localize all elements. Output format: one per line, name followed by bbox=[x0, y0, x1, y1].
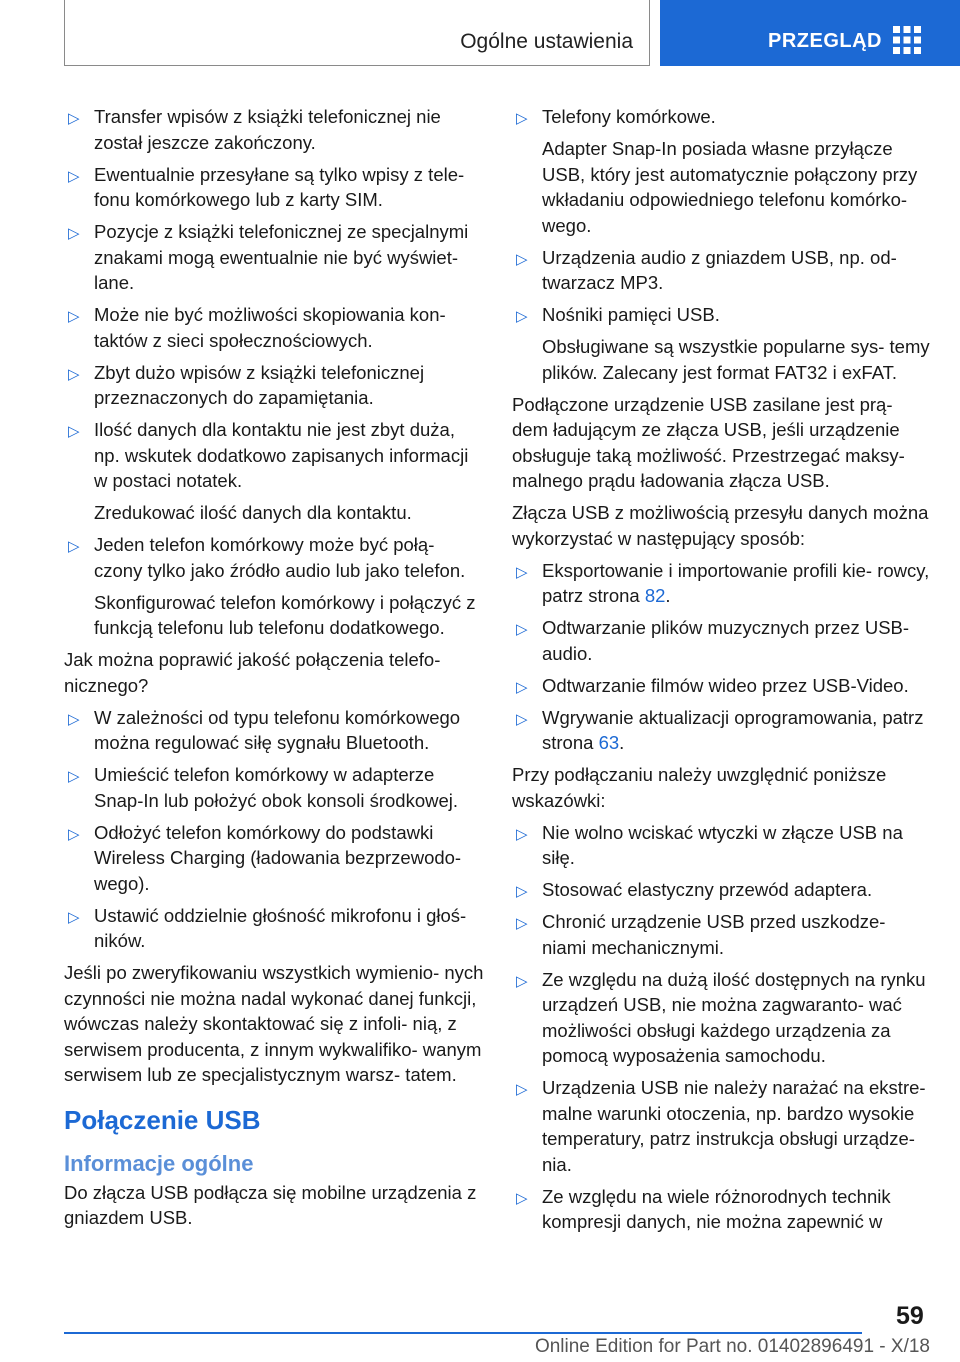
triangle-bullet-icon: ▷ bbox=[68, 710, 80, 728]
list-item: ▷ Transfer wpisów z książki telefonicznej nie został jeszcze zakończony. bbox=[68, 106, 441, 153]
intro-paragraph: Do złącza USB podłącza się mobilne urządzenia z gniazdem USB. bbox=[64, 1181, 477, 1228]
triangle-bullet-icon: ▷ bbox=[516, 250, 528, 268]
section-heading: Połączenie USB bbox=[64, 1104, 261, 1135]
list-item: ▷ Urządzenia USB nie należy narażać na ekstre- malne warunki otoczenia, np. bardzo wysokie temperatury, patrz instrukcja obsługi urządze- nia. bbox=[516, 1077, 926, 1175]
list-item: ▷ Wgrywanie aktualizacji oprogramowania, patrz strona 63. bbox=[516, 706, 924, 753]
list-item: ▷ Odtwarzanie filmów wideo przez USB-Video. bbox=[512, 673, 932, 699]
list-item: ▷ Stosować elastyczny przewód adaptera. bbox=[512, 877, 932, 903]
triangle-bullet-icon: ▷ bbox=[516, 972, 528, 990]
page-number: 59 bbox=[896, 1302, 924, 1330]
left-column bbox=[64, 104, 484, 1237]
item-detail: Obsługiwane są wszystkie popularne sys- temy plików. Zalecany jest format FAT32 i exFAT. bbox=[542, 336, 930, 383]
list-item: ▷ Ze względu na wiele różnorodnych technik kompresji danych, nie można zapewnić w bbox=[516, 1185, 891, 1232]
subsection-heading: Informacje ogólne bbox=[64, 1150, 254, 1176]
list-item: ▷ Nośniki pamięci USB. bbox=[512, 302, 932, 328]
right-column bbox=[512, 104, 932, 1241]
list-item: ▷ Odtwarzanie plików muzycznych przez USB- audio. bbox=[516, 617, 910, 664]
grid-icon bbox=[893, 26, 921, 54]
triangle-bullet-icon: ▷ bbox=[516, 621, 528, 638]
list-item: ▷ Odłożyć telefon komórkowy do podstawki Wireless Charging (ładowania bezprzewodo- wego). bbox=[68, 821, 462, 894]
triangle-bullet-icon: ▷ bbox=[68, 167, 80, 185]
list-item: ▷ Ustawić oddzielnie głośność mikrofonu i głoś- ników. bbox=[68, 904, 467, 951]
section-tab[interactable] bbox=[64, 0, 650, 66]
paragraph: Złącza USB z możliwością przesyłu danych można wykorzystać w następujący sposób: bbox=[512, 502, 929, 549]
triangle-bullet-icon: ▷ bbox=[68, 365, 80, 383]
list-item: ▷ Nie wolno wciskać wtyczki w złącze USB na siłę. bbox=[516, 821, 903, 868]
list-item: ▷ Może nie być możliwości skopiowania kon- taktów z sieci społecznościowych. bbox=[68, 304, 446, 351]
footer-edition: Online Edition for Part no. 01402896491 - X/18 bbox=[534, 1336, 930, 1357]
list-item: ▷ Telefony komórkowe. bbox=[512, 104, 932, 130]
paragraph: Przy podłączaniu należy uwzględnić poniższe wskazówki: bbox=[512, 764, 887, 811]
triangle-bullet-icon: ▷ bbox=[516, 563, 528, 581]
list-item: ▷ Pozycje z książki telefonicznej ze specjalnymi znakami mogą ewentualnie nie być wyświet- lane. bbox=[68, 221, 469, 293]
list-item: ▷ Zbyt dużo wpisów z książki telefonicznej przeznaczonych do zapamiętania. bbox=[68, 361, 425, 408]
list-item: ▷ Jeden telefon komórkowy może być połą- czony tylko jako źródło audio lub jako telefon. bbox=[68, 534, 466, 581]
triangle-bullet-icon: ▷ bbox=[68, 825, 80, 843]
triangle-bullet-icon: ▷ bbox=[516, 678, 528, 696]
question-paragraph: Jak można poprawić jakość połączenia telefo- nicznego? bbox=[64, 649, 441, 696]
triangle-bullet-icon: ▷ bbox=[516, 883, 528, 900]
triangle-bullet-icon: ▷ bbox=[68, 308, 80, 325]
triangle-bullet-icon: ▷ bbox=[516, 308, 528, 325]
triangle-bullet-icon: ▷ bbox=[516, 1081, 528, 1098]
list-item: ▷ Chronić urządzenie USB przed uszkodze- niami mechanicznymi. bbox=[516, 911, 886, 958]
triangle-bullet-icon: ▷ bbox=[68, 225, 80, 242]
page-ref-link[interactable]: 82 bbox=[644, 585, 666, 606]
overview-button[interactable] bbox=[660, 0, 960, 66]
list-item: ▷ Ilość danych dla kontaktu nie jest zbyt duża, np. wskutek dodatkowo zapisanych informacji w postaci notatek. bbox=[68, 419, 469, 491]
triangle-bullet-icon: ▷ bbox=[68, 538, 80, 555]
section-title: Ogólne ustawienia bbox=[460, 30, 633, 53]
list-item: ▷ Ewentualnie przesyłane są tylko wpisy z tele- fonu komórkowego lub z karty SIM. bbox=[68, 163, 465, 210]
triangle-bullet-icon: ▷ bbox=[516, 915, 528, 932]
page-ref-link[interactable]: 63 bbox=[598, 732, 620, 753]
page-header bbox=[0, 0, 960, 66]
triangle-bullet-icon: ▷ bbox=[68, 110, 80, 127]
triangle-bullet-icon: ▷ bbox=[68, 423, 80, 440]
triangle-bullet-icon: ▷ bbox=[516, 1189, 528, 1207]
list-item: ▷ Urządzenia audio z gniazdem USB, np. od- twarzacz MP3. bbox=[516, 246, 897, 293]
triangle-bullet-icon: ▷ bbox=[68, 768, 80, 785]
triangle-bullet-icon: ▷ bbox=[516, 825, 528, 843]
item-remedy: Skonfigurować telefon komórkowy i połączyć z funkcją telefonu lub telefonu dodatkowego. bbox=[94, 591, 476, 638]
triangle-bullet-icon: ▷ bbox=[516, 110, 528, 127]
item-detail: Adapter Snap-In posiada własne przyłącze USB, który jest automatycznie połączony przy wkładaniu odpowiedniego telefonu komórko- wego. bbox=[542, 138, 918, 236]
overview-label: PRZEGLĄD bbox=[768, 30, 882, 52]
triangle-bullet-icon: ▷ bbox=[516, 710, 528, 728]
list-item: ▷ Umieścić telefon komórkowy w adapterze Snap-In lub położyć obok konsoli środkowej. bbox=[68, 764, 459, 811]
closing-paragraph: Jeśli po zweryfikowaniu wszystkich wymienio- nych czynności nie można nadal wykonać danej funkcji, wówczas należy skontaktować się z infoli- nią, z serwisem producenta, z innym wykwalifiko- wanym serwisem lub ze specjalistycznym warsz- tatem. bbox=[64, 962, 484, 1085]
footer-divider bbox=[64, 1332, 862, 1334]
item-remedy: Zredukować ilość danych dla kontaktu. bbox=[94, 502, 412, 523]
paragraph: Podłączone urządzenie USB zasilane jest prą- dem ładującym ze złącza USB, jeśli urządzenie obsługuje taką możliwość. Przestrzegać maksy- malnego prądu ładowania złącza USB. bbox=[512, 393, 905, 491]
list-item: ▷ Eksportowanie i importowanie profili kie- rowcy, patrz strona 82. bbox=[516, 559, 930, 606]
list-item: ▷ Ze względu na dużą ilość dostępnych na rynku urządzeń USB, nie można zagwaranto- wać możliwości obsługi każdego urządzenia za pomocą wyposażenia samochodu. bbox=[516, 968, 926, 1066]
list-item: ▷ W zależności od typu telefonu komórkowego można regulować siłę sygnału Bluetooth. bbox=[68, 706, 461, 753]
triangle-bullet-icon: ▷ bbox=[68, 908, 80, 926]
